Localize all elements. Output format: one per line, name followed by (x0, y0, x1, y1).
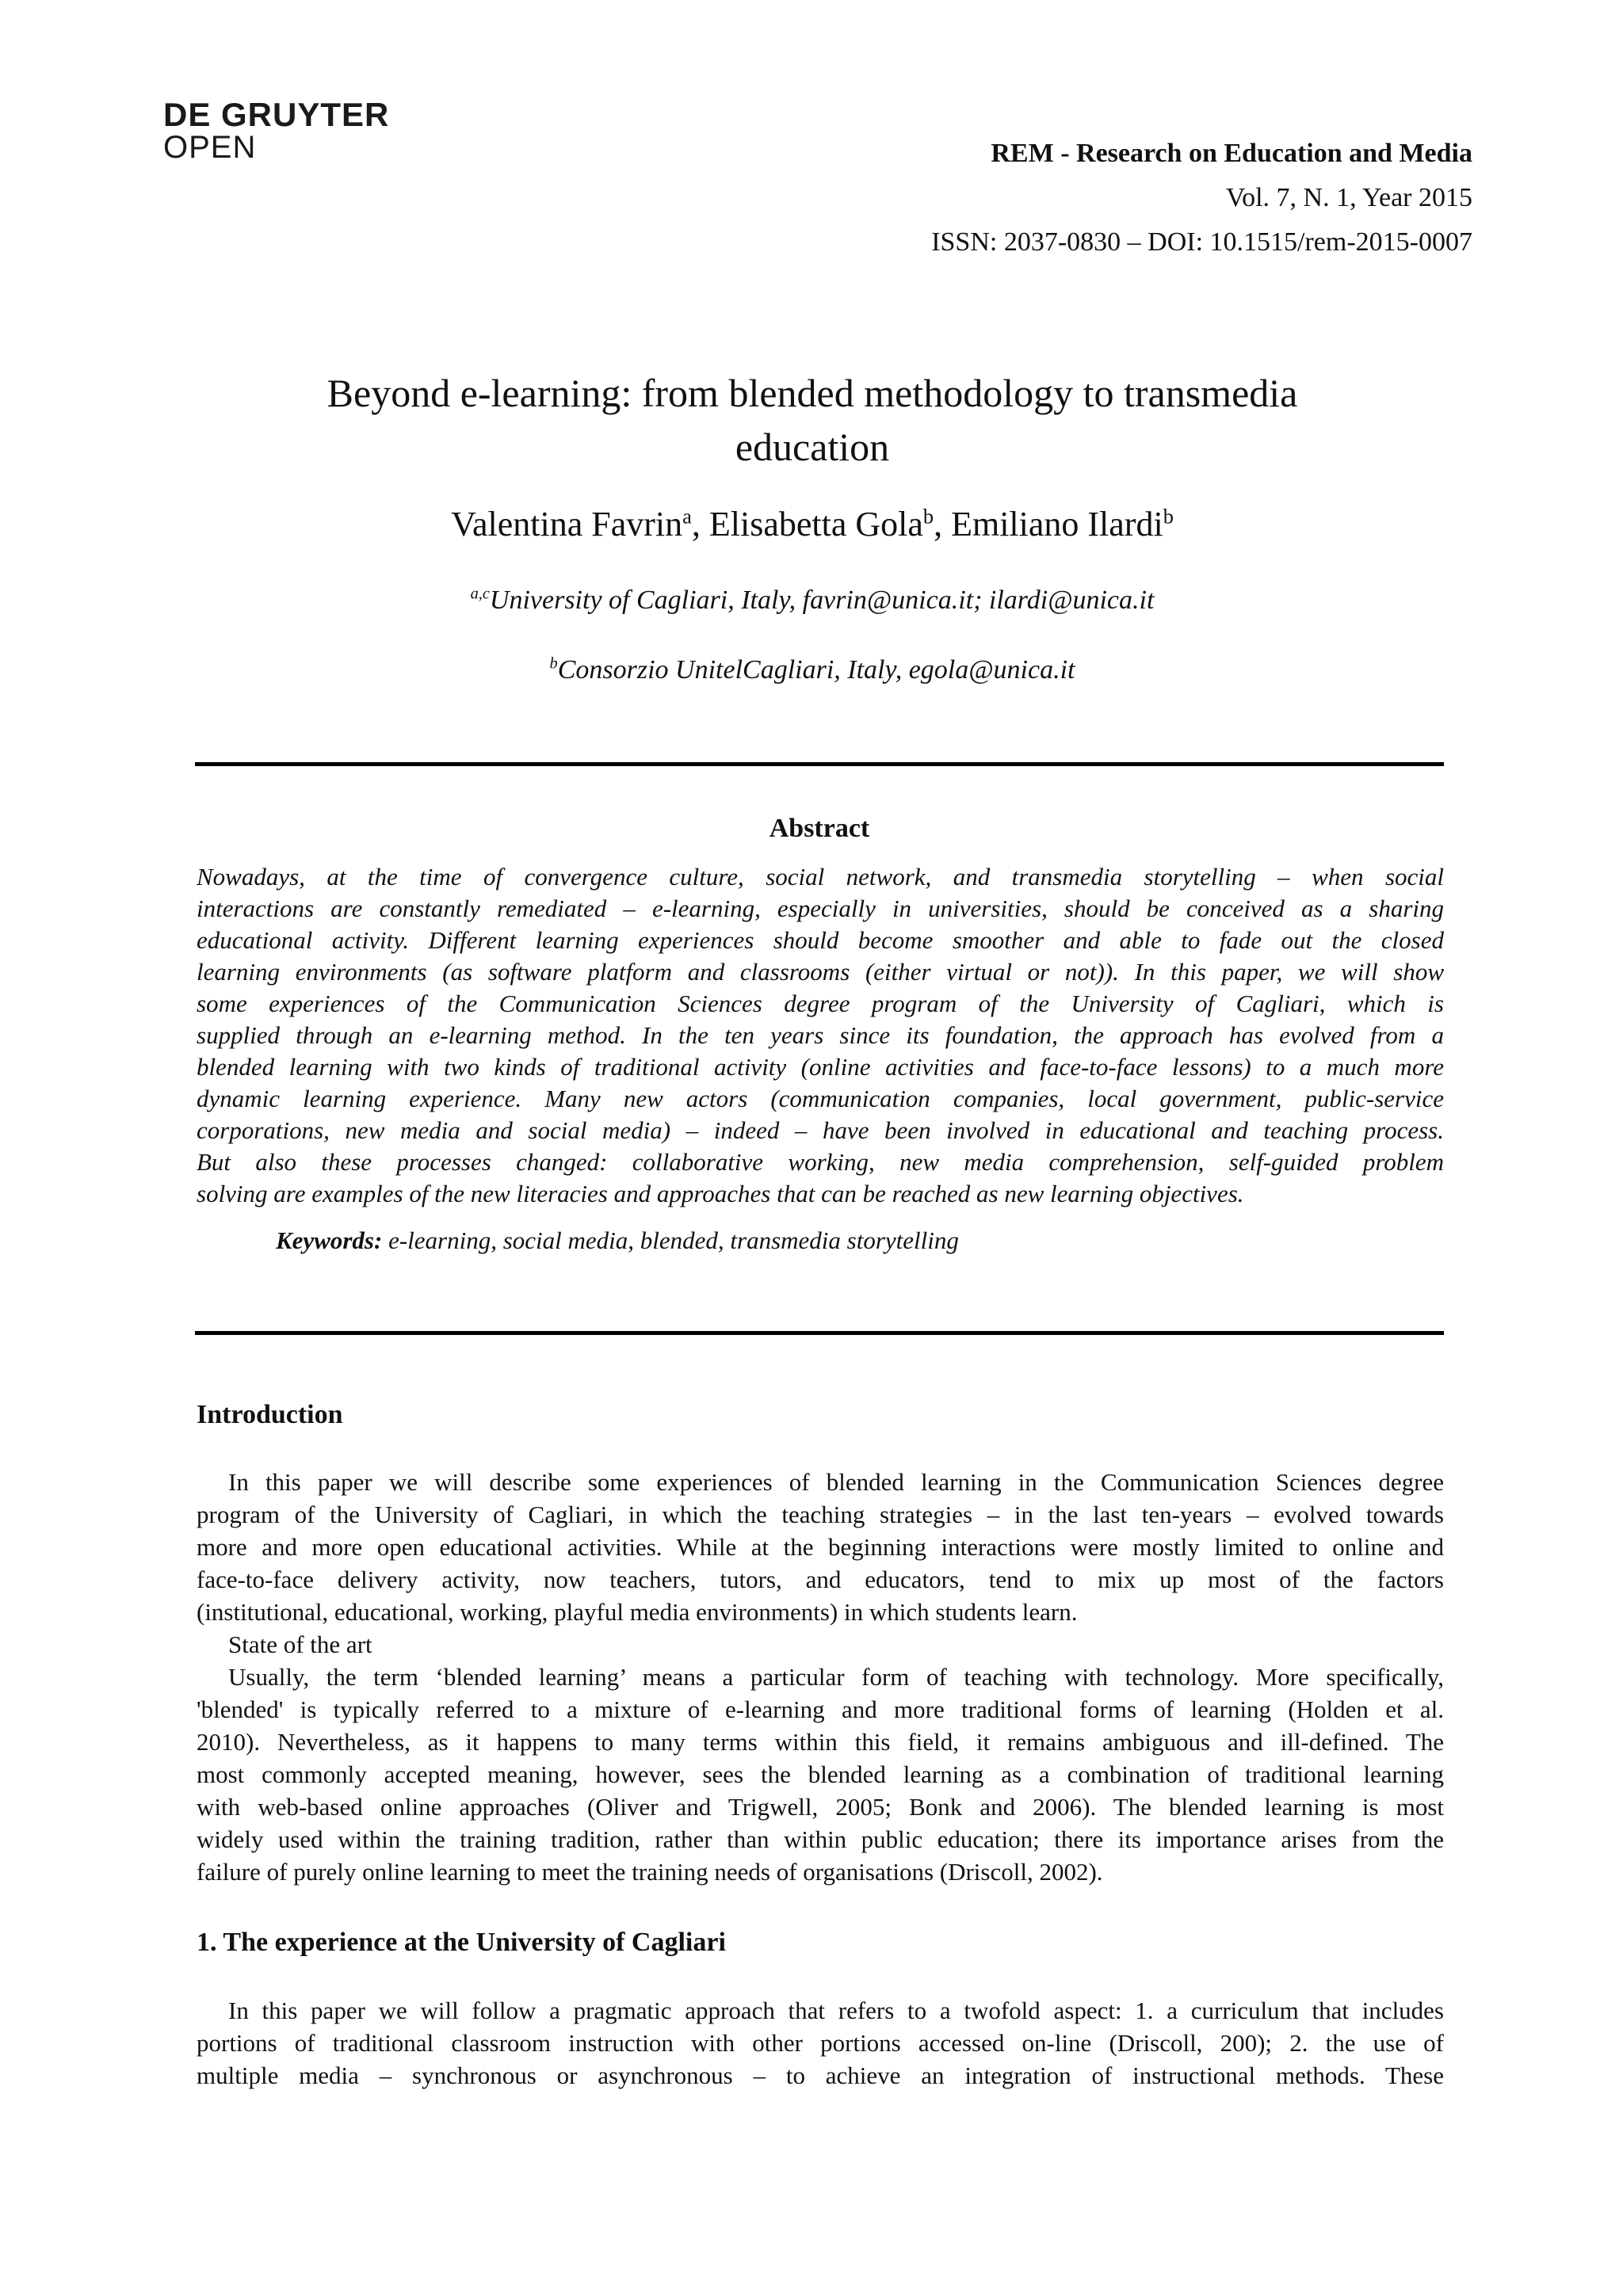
body-line: face-to-face delivery activity, now teachers, tutors, and educators, tend to mix up most of the factors (197, 1566, 1444, 1593)
body-line: more and more open educational activities. While at the beginning interactions were mostly limited to online and (197, 1533, 1444, 1561)
abstract-line: Nowadays, at the time of convergence culture, social network, and transmedia storytelling – when social (197, 863, 1444, 891)
body-line: program of the University of Cagliari, in which the teaching strategies – in the last ten-years – evolved towards (197, 1501, 1444, 1528)
affiliation-text: Consorzio UnitelCagliari, Italy, egola@unica.it (557, 655, 1075, 685)
body-line: Usually, the term ‘blended learning’ means a particular form of teaching with technology. More specifically, (228, 1663, 1444, 1691)
section-1-body (197, 1994, 1444, 2092)
introduction-heading: Introduction (197, 1400, 343, 1429)
abstract-line: solving are examples of the new literacies and approaches that can be reached as new learning objectives. (197, 1180, 1244, 1207)
body-line: In this paper we will describe some experiences of blended learning in the Communication Sciences degree (228, 1468, 1444, 1496)
affiliation-superscript: a,c (470, 585, 490, 603)
author-superscript: a (682, 504, 692, 528)
abstract-line: corporations, new media and social media) – indeed – have been involved in educational and teaching process. (197, 1116, 1444, 1144)
body-line: 2010). Nevertheless, as it happens to many terms within this field, it remains ambiguous and ill-defined. The (197, 1728, 1444, 1756)
body-line: In this paper we will follow a pragmatic approach that refers to a twofold aspect: 1. a curriculum that includes (228, 1997, 1444, 2024)
journal-name: REM - Research on Education and Media (991, 139, 1472, 168)
journal-issn-doi: ISSN: 2037-0830 – DOI: 10.1515/rem-2015-0007 (931, 227, 1472, 257)
keywords (276, 1225, 959, 1257)
abstract-line: dynamic learning experience. Many new actors (communication companies, local government, public-service (197, 1085, 1444, 1112)
abstract-line: supplied through an e-learning method. In the ten years since its foundation, the approach has evolved from a (197, 1021, 1444, 1049)
introduction-body (197, 1466, 1444, 1888)
author-name: Valentina Favrin (451, 505, 683, 543)
body-line: with web-based online approaches (Oliver and Trigwell, 2005; Bonk and 2006). The blended learning is most (197, 1793, 1444, 1821)
author-superscript: b (1163, 504, 1174, 528)
author-name: Elisabetta Gola (708, 505, 923, 543)
author-separator: , (691, 505, 709, 543)
author-superscript: b (922, 504, 934, 528)
abstract-body (197, 861, 1444, 1210)
body-line: multiple media – synchronous or asynchronous – to achieve an integration of instructional methods. These (197, 2061, 1444, 2089)
journal-volume: Vol. 7, N. 1, Year 2015 (1225, 183, 1472, 212)
abstract-line: learning environments (as software platform and classrooms (either virtual or not)). In this paper, we will show (197, 958, 1444, 986)
publisher-logo (163, 98, 389, 163)
affiliation-2 (198, 653, 1426, 688)
body-line: widely used within the training tradition, rather than within public education; there its importance arises from the (197, 1825, 1444, 1853)
paper-title (198, 366, 1426, 474)
abstract-line: But also these processes changed: collaborative working, new media comprehension, self-guided problem (197, 1148, 1444, 1176)
body-line: (institutional, educational, working, playful media environments) in which students learn. (197, 1598, 1078, 1626)
body-line: most commonly accepted meaning, however, sees the blended learning as a combination of traditional learning (197, 1760, 1444, 1788)
publisher-open: OPEN (163, 130, 257, 165)
keywords-list: e-learning, social media, blended, transmedia storytelling (382, 1226, 959, 1254)
publisher-name: DE GRUYTER (163, 96, 390, 133)
abstract-heading: Abstract (769, 814, 870, 843)
title-line-2: education (735, 425, 890, 469)
author-list (198, 501, 1426, 548)
abstract-line: interactions are constantly remediated – e-learning, especially in universities, should be conceived as a sharing (197, 894, 1444, 922)
divider-bottom (195, 1331, 1444, 1335)
author-name: Emiliano Ilardi (951, 505, 1163, 543)
affiliation-superscript: b (549, 654, 558, 673)
body-line: failure of purely online learning to meet the training needs of organisations (Driscoll, 2002). (197, 1858, 1103, 1886)
abstract-line: educational activity. Different learning experiences should become smoother and able to fade out the closed (197, 926, 1444, 954)
divider-top (195, 762, 1444, 766)
affiliation-1 (198, 583, 1426, 618)
journal-header (931, 132, 1472, 265)
title-line-1: Beyond e-learning: from blended methodology to transmedia (327, 371, 1298, 415)
affiliation-text: University of Cagliari, Italy, favrin@unica.it; ilardi@unica.it (489, 585, 1155, 615)
body-line: 'blended' is typically referred to a mixture of e-learning and more traditional forms of learning (Holden et al. (197, 1695, 1444, 1723)
author-separator: , (934, 505, 952, 543)
keywords-label: Keywords: (276, 1226, 383, 1254)
abstract-line: blended learning with two kinds of traditional activity (online activities and face-to-face lessons) to a much more (197, 1053, 1444, 1081)
abstract-line: some experiences of the Communication Sciences degree program of the University of Cagliari, which is (197, 990, 1444, 1017)
subheading-state-of-art: State of the art (228, 1630, 372, 1658)
section-1-heading: 1. The experience at the University of Cagliari (197, 1928, 726, 1957)
body-line: portions of traditional classroom instruction with other portions accessed on-line (Driscoll, 200); 2. the use of (197, 2029, 1444, 2057)
